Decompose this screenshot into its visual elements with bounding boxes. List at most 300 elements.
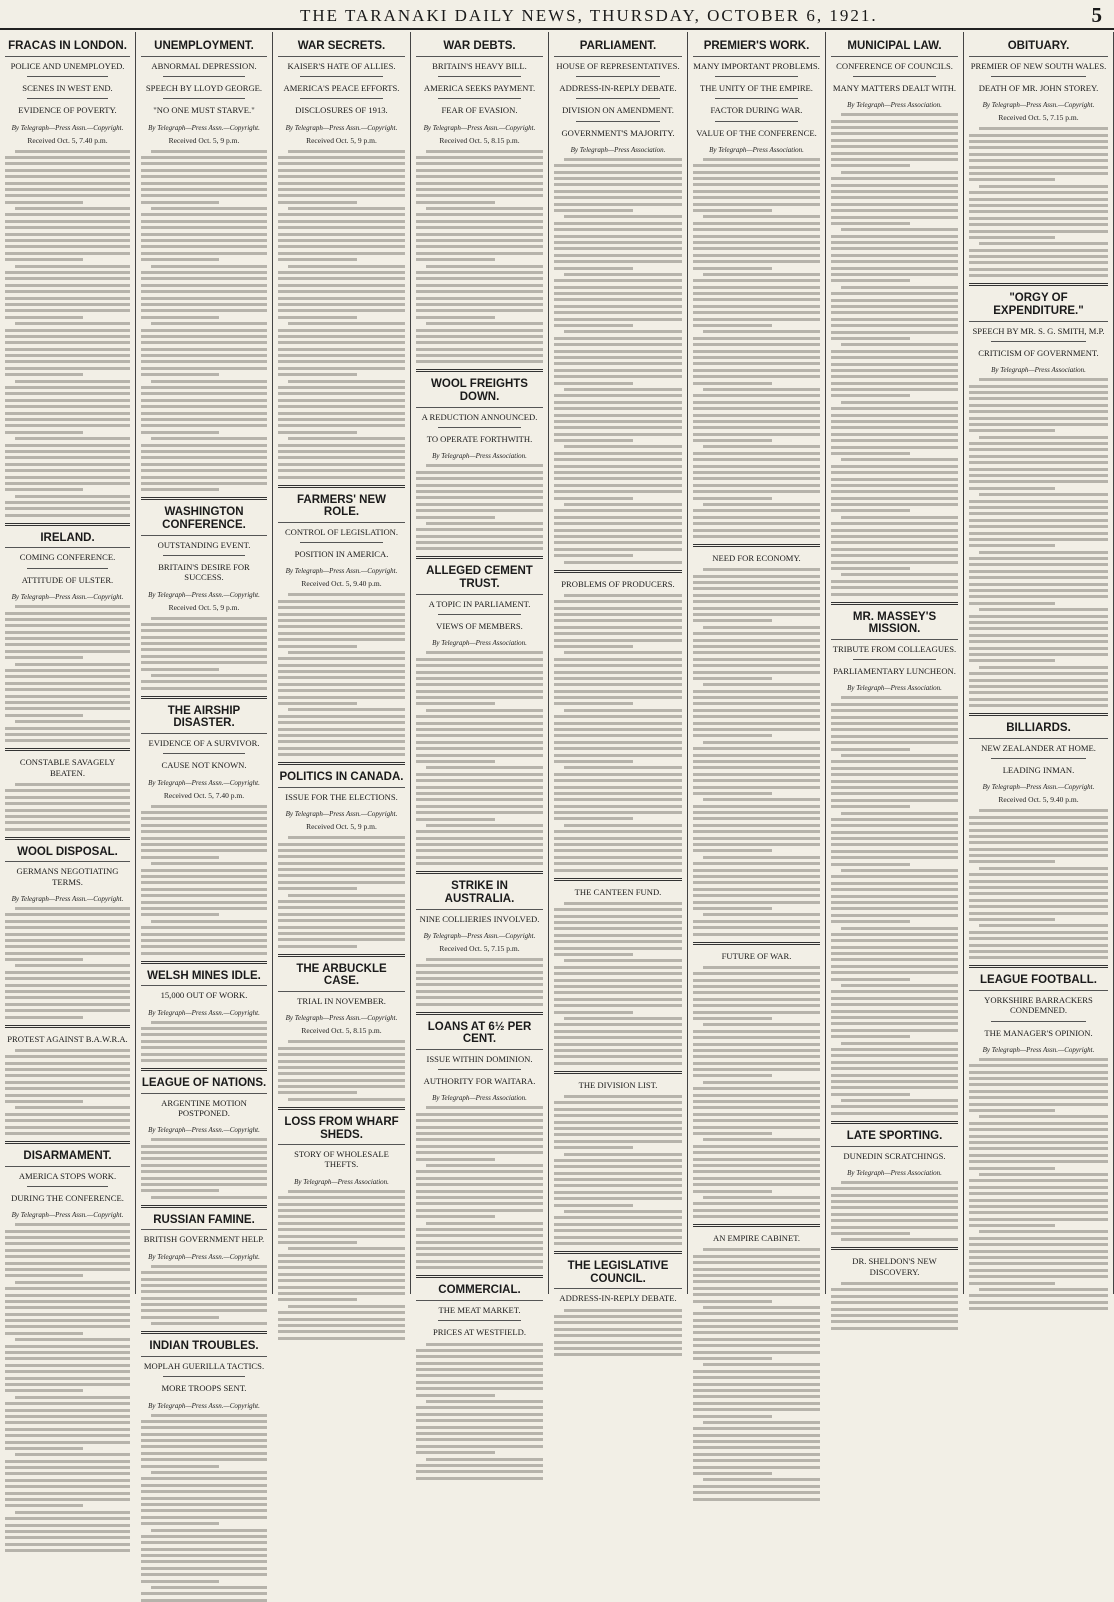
text-line — [5, 1262, 130, 1265]
text-line — [693, 811, 820, 814]
text-line — [141, 875, 267, 878]
text-line — [278, 297, 405, 300]
text-line — [969, 487, 1055, 490]
text-line — [278, 348, 405, 351]
text-line — [554, 292, 682, 295]
article-byline: By Telegraph—Press Assn.—Copyright. — [285, 1014, 398, 1023]
text-line — [15, 605, 130, 608]
article-subheading: 15,000 OUT OF WORK. — [160, 990, 248, 1001]
text-line — [426, 1400, 543, 1403]
text-line — [693, 382, 772, 385]
text-line — [831, 177, 958, 180]
text-line — [554, 407, 682, 410]
text-line — [554, 1184, 682, 1187]
text-line — [831, 471, 958, 474]
text-line — [554, 1172, 682, 1175]
text-line — [693, 690, 820, 693]
text-line — [979, 185, 1108, 188]
text-line — [969, 1243, 1108, 1246]
text-line — [5, 631, 130, 634]
text-line — [5, 682, 130, 685]
text-line — [554, 356, 682, 359]
text-line — [969, 1269, 1108, 1272]
text-line — [554, 241, 682, 244]
article-received-time: Received Oct. 5, 9.40 p.m. — [998, 795, 1079, 805]
text-line — [831, 939, 958, 942]
text-line — [554, 696, 682, 699]
text-line — [969, 1071, 1108, 1074]
text-line — [416, 1151, 543, 1154]
subheading-rule — [438, 1320, 521, 1321]
text-line — [969, 860, 1055, 863]
article-divider — [141, 696, 267, 699]
text-line — [416, 233, 543, 236]
text-line — [278, 399, 405, 402]
text-line — [969, 912, 1108, 915]
text-line — [416, 226, 543, 229]
text-line — [969, 191, 1108, 194]
text-line — [554, 1004, 682, 1007]
text-line — [969, 134, 1108, 137]
text-line — [5, 1249, 130, 1252]
article-subheading: ISSUE FOR THE ELECTIONS. — [285, 791, 398, 802]
text-line — [693, 1151, 820, 1154]
text-line — [554, 856, 682, 859]
text-line — [693, 1094, 820, 1097]
article-byline: By Telegraph—Press Assn.—Copyright. — [285, 567, 398, 576]
subheading-rule — [27, 76, 108, 77]
text-line — [564, 503, 682, 506]
text-line — [554, 817, 633, 820]
text-line — [5, 701, 130, 704]
text-line — [969, 1135, 1108, 1138]
text-line — [5, 977, 130, 980]
text-line — [278, 284, 405, 287]
text-line — [969, 854, 1108, 857]
text-line — [5, 1364, 130, 1367]
text-line — [141, 1445, 267, 1448]
text-line — [703, 1478, 820, 1481]
text-line — [5, 952, 130, 955]
text-line — [278, 309, 405, 312]
text-line — [831, 863, 910, 866]
text-line — [554, 702, 633, 705]
text-line — [278, 1330, 405, 1333]
text-line — [141, 386, 267, 389]
article-body — [416, 150, 543, 364]
text-line — [693, 509, 820, 512]
text-line — [693, 747, 820, 750]
text-line — [5, 1492, 130, 1495]
text-line — [416, 990, 543, 993]
text-line — [151, 674, 267, 677]
text-line — [831, 1086, 958, 1089]
text-line — [5, 341, 130, 344]
text-line — [278, 1215, 405, 1218]
text-line — [969, 931, 1108, 934]
text-line — [969, 918, 1055, 921]
text-line — [426, 265, 543, 268]
text-line — [564, 1309, 682, 1312]
text-line — [416, 354, 543, 357]
text-line — [969, 474, 1108, 477]
text-line — [5, 1087, 130, 1090]
article-subheading: DEATH OF MR. JOHN STOREY. — [978, 82, 1099, 93]
text-line — [554, 1108, 682, 1111]
article — [831, 602, 958, 1115]
text-line — [979, 242, 1108, 245]
article-headline: MR. MASSEY'S MISSION. — [831, 607, 958, 640]
text-line — [554, 862, 682, 865]
article-subheading: FACTOR DURING WAR. — [710, 105, 803, 116]
text-line — [278, 862, 405, 865]
text-line — [831, 529, 958, 532]
text-line — [831, 1112, 958, 1115]
text-line — [5, 1383, 130, 1386]
text-line — [416, 1406, 543, 1409]
text-line — [141, 1452, 267, 1455]
article-subheading: DURING THE CONFERENCE. — [11, 1192, 124, 1203]
article — [693, 942, 820, 1219]
text-line — [693, 465, 820, 468]
article — [141, 36, 267, 491]
text-line — [416, 1113, 543, 1116]
text-line — [693, 1395, 820, 1398]
text-line — [693, 702, 820, 705]
text-line — [416, 297, 543, 300]
text-line — [554, 1114, 682, 1117]
article-headline: OBITUARY. — [969, 36, 1108, 57]
text-line — [693, 1030, 820, 1033]
text-line — [969, 1307, 1108, 1310]
text-line — [141, 894, 267, 897]
text-line — [278, 354, 405, 357]
text-line — [554, 1140, 682, 1143]
text-line — [554, 741, 682, 744]
article-body — [693, 966, 820, 1218]
text-line — [554, 401, 682, 404]
text-line — [841, 1238, 958, 1241]
text-line — [5, 329, 130, 332]
subheading-rule — [438, 427, 521, 428]
text-line — [141, 277, 267, 280]
text-line — [841, 113, 958, 116]
text-line — [693, 414, 820, 417]
article-divider — [141, 1331, 267, 1334]
text-line — [831, 780, 958, 783]
text-line — [416, 188, 543, 191]
text-line — [969, 1141, 1108, 1144]
text-line — [141, 636, 267, 639]
text-line — [554, 747, 682, 750]
text-line — [831, 1320, 958, 1323]
text-line — [693, 235, 820, 238]
text-line — [141, 1290, 267, 1293]
text-line — [831, 792, 958, 795]
text-line — [564, 215, 682, 218]
text-line — [416, 722, 543, 725]
text-line — [831, 933, 958, 936]
text-line — [554, 837, 682, 840]
text-line — [416, 760, 495, 763]
text-line — [831, 1206, 958, 1209]
article-headline: STRIKE IN AUSTRALIA. — [416, 876, 543, 909]
article-body — [141, 805, 267, 955]
article — [554, 878, 682, 1065]
text-line — [693, 1202, 820, 1205]
text-line — [831, 1074, 958, 1077]
text-line — [141, 1554, 267, 1557]
article — [278, 485, 405, 757]
text-line — [831, 882, 958, 885]
text-line — [554, 1146, 633, 1149]
text-line — [703, 626, 820, 629]
text-line — [141, 629, 267, 632]
text-line — [141, 335, 267, 338]
text-line — [278, 329, 405, 332]
text-line — [141, 488, 219, 491]
text-line — [831, 222, 910, 225]
text-line — [416, 1413, 543, 1416]
text-line — [554, 1216, 682, 1219]
text-line — [841, 573, 958, 576]
text-line — [141, 1567, 267, 1570]
text-line — [693, 394, 820, 397]
text-line — [416, 856, 543, 859]
text-line — [703, 913, 820, 916]
text-line — [5, 277, 130, 280]
text-line — [969, 576, 1108, 579]
text-line — [703, 1081, 820, 1084]
text-line — [693, 439, 772, 442]
article-subheading: PARLIAMENTARY LUNCHEON. — [833, 666, 956, 677]
text-line — [693, 356, 820, 359]
text-line — [5, 1402, 130, 1405]
text-line — [5, 1536, 130, 1539]
text-line — [416, 284, 543, 287]
text-line — [141, 913, 219, 916]
text-line — [15, 907, 130, 910]
text-line — [693, 1011, 820, 1014]
article-subheading: ATTITUDE OF ULSTER. — [21, 574, 114, 585]
text-line — [831, 748, 910, 751]
text-line — [693, 805, 820, 808]
text-line — [5, 669, 130, 672]
text-line — [969, 1083, 1108, 1086]
article-byline: By Telegraph—Press Assn.—Copyright. — [982, 783, 1095, 792]
article-headline: RUSSIAN FAMINE. — [141, 1210, 267, 1231]
text-line — [554, 1328, 682, 1331]
text-line — [554, 1178, 682, 1181]
article-body — [969, 378, 1108, 707]
text-line — [693, 1280, 820, 1283]
article-subheading: CRITICISM OF GOVERNMENT. — [978, 347, 1099, 358]
text-line — [554, 394, 682, 397]
text-line — [5, 450, 130, 453]
text-line — [703, 503, 820, 506]
text-line — [703, 741, 820, 744]
text-line — [831, 593, 958, 596]
text-line — [141, 1580, 219, 1583]
text-line — [426, 766, 543, 769]
text-line — [693, 1132, 772, 1135]
text-line — [5, 643, 130, 646]
text-line — [141, 933, 267, 936]
text-line — [151, 805, 267, 808]
text-line — [141, 284, 267, 287]
text-line — [416, 194, 543, 197]
text-line — [554, 426, 682, 429]
text-line — [554, 522, 682, 525]
text-line — [5, 501, 130, 504]
text-line — [5, 1300, 130, 1303]
text-line — [278, 162, 405, 165]
subheading-rule — [27, 568, 108, 569]
text-line — [554, 908, 682, 911]
text-line — [693, 600, 820, 603]
text-line — [979, 1058, 1108, 1061]
text-line — [141, 156, 267, 159]
text-line — [693, 203, 820, 206]
text-line — [979, 1230, 1108, 1233]
article-subheading: VIEWS OF MEMBERS. — [436, 621, 523, 632]
text-line — [278, 1235, 405, 1238]
article-subheading: SCENES IN WEST END. — [22, 82, 113, 93]
text-line — [831, 856, 958, 859]
text-line — [841, 343, 958, 346]
text-line — [5, 1230, 130, 1233]
text-line — [141, 469, 267, 472]
text-line — [969, 829, 1108, 832]
text-line — [554, 1353, 682, 1356]
article-subheading: ADDRESS-IN-REPLY DEBATE. — [559, 1293, 677, 1304]
article-subheading: FUTURE OF WAR. — [721, 950, 792, 961]
article-subheading: AMERICA'S PEACE EFFORTS. — [283, 82, 400, 93]
text-line — [841, 754, 958, 757]
text-line — [416, 773, 543, 776]
text-line — [141, 1522, 219, 1525]
article-body — [141, 1021, 267, 1062]
text-line — [416, 271, 543, 274]
text-line — [141, 213, 267, 216]
text-line — [979, 666, 1108, 669]
text-line — [416, 1158, 495, 1161]
article-received-time: Received Oct. 5, 9 p.m. — [306, 135, 377, 145]
text-line — [831, 350, 958, 353]
text-line — [416, 1247, 543, 1250]
text-line — [5, 1274, 83, 1277]
text-line — [554, 465, 682, 468]
text-line — [416, 1241, 543, 1244]
article-subheading: NINE COLLIERIES INVOLVED. — [419, 913, 540, 924]
text-line — [278, 600, 405, 603]
text-line — [693, 1338, 820, 1341]
text-line — [151, 207, 267, 210]
text-line — [554, 343, 682, 346]
article-body — [554, 158, 682, 564]
text-line — [278, 182, 405, 185]
text-line — [554, 497, 633, 500]
article-body — [969, 809, 1108, 959]
text-line — [5, 802, 130, 805]
text-line — [554, 1036, 682, 1039]
article — [141, 1068, 267, 1199]
text-line — [969, 1211, 1108, 1214]
text-line — [841, 286, 958, 289]
text-line — [426, 464, 543, 467]
text-line — [693, 337, 820, 340]
text-line — [831, 382, 958, 385]
subheading-rule — [300, 98, 383, 99]
text-line — [5, 412, 130, 415]
text-line — [416, 671, 543, 674]
text-line — [278, 1279, 405, 1282]
text-line — [831, 1048, 958, 1051]
text-line — [5, 809, 130, 812]
text-line — [278, 456, 405, 459]
text-line — [141, 220, 267, 223]
text-line — [693, 991, 820, 994]
text-line — [554, 324, 633, 327]
text-line — [554, 1341, 682, 1344]
text-line — [416, 971, 543, 974]
article-body — [831, 1181, 958, 1242]
text-line — [151, 1322, 267, 1325]
text-line — [969, 204, 1108, 207]
text-line — [693, 311, 820, 314]
article — [141, 961, 267, 1062]
text-line — [141, 1433, 267, 1436]
text-line — [141, 456, 267, 459]
text-line — [416, 541, 543, 544]
article-subheading: DR. SHELDON'S NEW DISCOVERY. — [852, 1256, 937, 1277]
text-line — [554, 998, 682, 1001]
text-line — [5, 1081, 130, 1084]
article-subheading: "NO ONE MUST STARVE." — [153, 105, 255, 116]
text-line — [564, 1153, 682, 1156]
text-line — [693, 1126, 820, 1129]
text-line — [693, 1287, 820, 1290]
article-byline: By Telegraph—Press Association. — [847, 1168, 942, 1177]
text-line — [831, 203, 958, 206]
text-line — [831, 580, 958, 583]
text-line — [554, 1101, 682, 1104]
text-line — [278, 753, 405, 756]
text-line — [141, 642, 267, 645]
text-line — [693, 881, 820, 884]
text-line — [278, 418, 405, 421]
text-line — [693, 651, 820, 654]
text-line — [554, 915, 682, 918]
text-line — [416, 360, 543, 363]
text-line — [5, 618, 130, 621]
article-byline: By Telegraph—Press Association. — [294, 1177, 389, 1186]
text-line — [831, 394, 910, 397]
text-line — [141, 303, 267, 306]
article-headline: "ORGY OF EXPENDITURE." — [969, 288, 1108, 321]
text-line — [693, 420, 820, 423]
text-line — [141, 226, 267, 229]
text-line — [416, 702, 495, 705]
text-line — [564, 594, 682, 597]
text-line — [703, 1023, 820, 1026]
text-line — [969, 261, 1108, 264]
text-line — [969, 468, 1108, 471]
text-line — [554, 1223, 682, 1226]
text-line — [141, 869, 267, 872]
text-line — [693, 497, 772, 500]
article-headline: THE AIRSHIP DISASTER. — [141, 701, 267, 734]
